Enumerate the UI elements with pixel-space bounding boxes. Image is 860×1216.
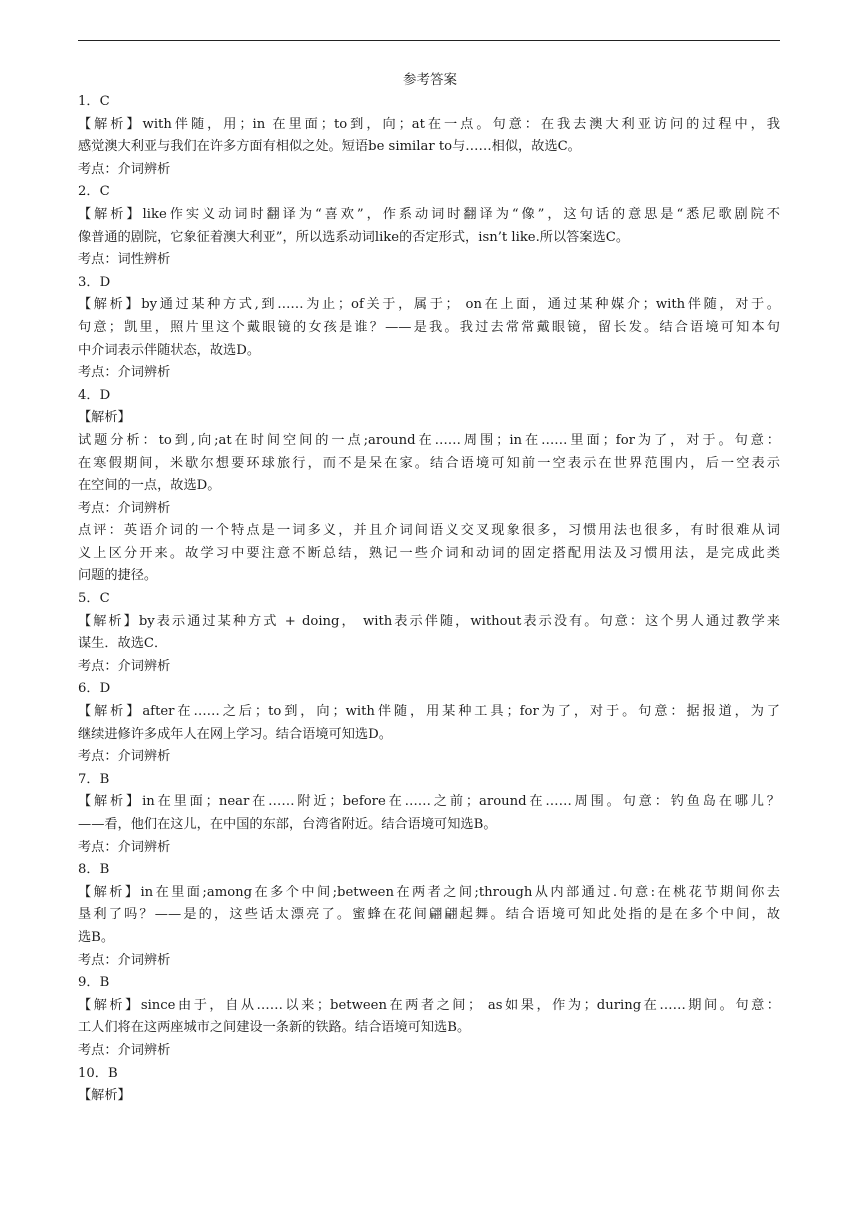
text-line: 9．B [78, 975, 110, 991]
page-title: 参考答案 [403, 72, 457, 88]
text-line: 点评：英语介词的一个特点是一词多义，并且介词间语义交叉现象很多，习惯用法也很多，有时很难从词 [78, 523, 780, 539]
text-line: 在寒假期间，米歇尔想要环球旅行，而不是呆在家。结合语境可知前一空表示在世界范围内，后一空表示 [78, 455, 780, 471]
text-line: 5．C [78, 591, 110, 607]
text-line: 考点：介词辨析 [78, 658, 171, 674]
text-line: 【解析】after在……之后；to到，向；with伴随，用某种工具；for为了，对于。句意：据报道，为了 [78, 704, 780, 720]
text-line: 4．D [78, 387, 111, 403]
text-line: ——看，他们在这儿，在中国的东部，台湾省附近。结合语境可知选B。 [78, 817, 497, 832]
text-line: 【解析】in在里面;among在多个中间;between在两者之间;through从内部通过.句意:在桃花节期间你去 [78, 884, 780, 900]
text-line: 3．D [78, 274, 111, 290]
text-line: 【解析】like作实义动词时翻译为“喜欢”，作系动词时翻译为“像”，这句话的意思是“悉尼歌剧院不 [78, 206, 780, 222]
text-line: 选B。 [78, 929, 115, 945]
text-line: 【解析】by通过某种方式,到……为止；of关于，属于； on在上面，通过某种媒介；with伴随，对于。 [78, 297, 780, 313]
text-line: 【解析】 [78, 410, 131, 426]
text-line: 问题的捷径。 [78, 568, 158, 584]
text-line: 10．B [78, 1065, 118, 1081]
text-line: 【解析】by表示通过某种方式 + doing， with表示伴随，without表示没有。句意：这个男人通过教学来 [78, 613, 780, 629]
header-rule [78, 40, 780, 41]
text-line: 垦利了吗？——是的，这些话太漂亮了。蜜蜂在花间翩翩起舞。结合语境可知此处指的是在多个中间，故 [78, 907, 780, 923]
text-line: 在空间的一点，故选D。 [78, 478, 221, 494]
text-line: 【解析】since由于，自从……以来；between在两者之间； as如果，作为；during在……期间。句意： [78, 997, 780, 1013]
text-line: 句意；凯里，照片里这个戴眼镜的女孩是谁？——是我。我过去常常戴眼镜，留长发。结合语境可知本句 [78, 319, 780, 335]
text-line: 6．D [78, 681, 111, 697]
text-line: 考点：介词辨析 [78, 365, 171, 381]
text-line: 1．C [78, 94, 110, 109]
text-line: 考点：介词辨析 [78, 161, 171, 177]
text-line: 考点：介词辨析 [78, 500, 171, 516]
text-line: 7．B [78, 771, 110, 787]
text-line: 考点：介词辨析 [78, 749, 171, 765]
text-line: 继续进修许多成年人在网上学习。结合语境可知选D。 [78, 726, 392, 742]
text-line: 【解析】with伴随，用；in 在里面；to到，向；at在一点。句意：在我去澳大利亚访问的过程中，我 [78, 116, 780, 132]
text-line: 考点：介词辨析 [78, 839, 171, 855]
text-line: 考点：介词辨析 [78, 1042, 171, 1058]
text-line: 考点：介词辨析 [78, 952, 171, 968]
text-line: 考点：词性辨析 [78, 252, 171, 268]
text-line: 感觉澳大利亚与我们在许多方面有相似之处。短语be similar to与……相似，故选C。 [78, 139, 581, 155]
text-line: 义上区分开来。故学习中要注意不断总结，熟记一些介词和动词的固定搭配用法及习惯用法，是完成此类 [78, 545, 780, 561]
text-line: 【解析】 [78, 1088, 131, 1104]
text-line: 工人们将在这两座城市之间建设一条新的铁路。结合语境可知选B。 [78, 1020, 471, 1036]
text-line: 中介词表示伴随状态，故选D。 [78, 342, 261, 358]
text-line: 试题分析：to到,向;at在时间空间的一点;around在……周围；in在……里面；for为了，对于。句意： [78, 432, 780, 448]
text-line: 2．C [78, 184, 110, 200]
text-line: 像普通的剧院，它象征着澳大利亚”，所以选系动词like的否定形式，isn’t like.所以答案选C。 [78, 229, 630, 245]
text-line: 8．B [78, 862, 110, 878]
text-line: 谋生．故选C． [78, 636, 168, 652]
answer-key-body [78, 91, 780, 1108]
text-line: 【解析】in在里面；near在……附近；before在……之前；around在……周围。句意：钓鱼岛在哪儿？ [78, 794, 780, 810]
